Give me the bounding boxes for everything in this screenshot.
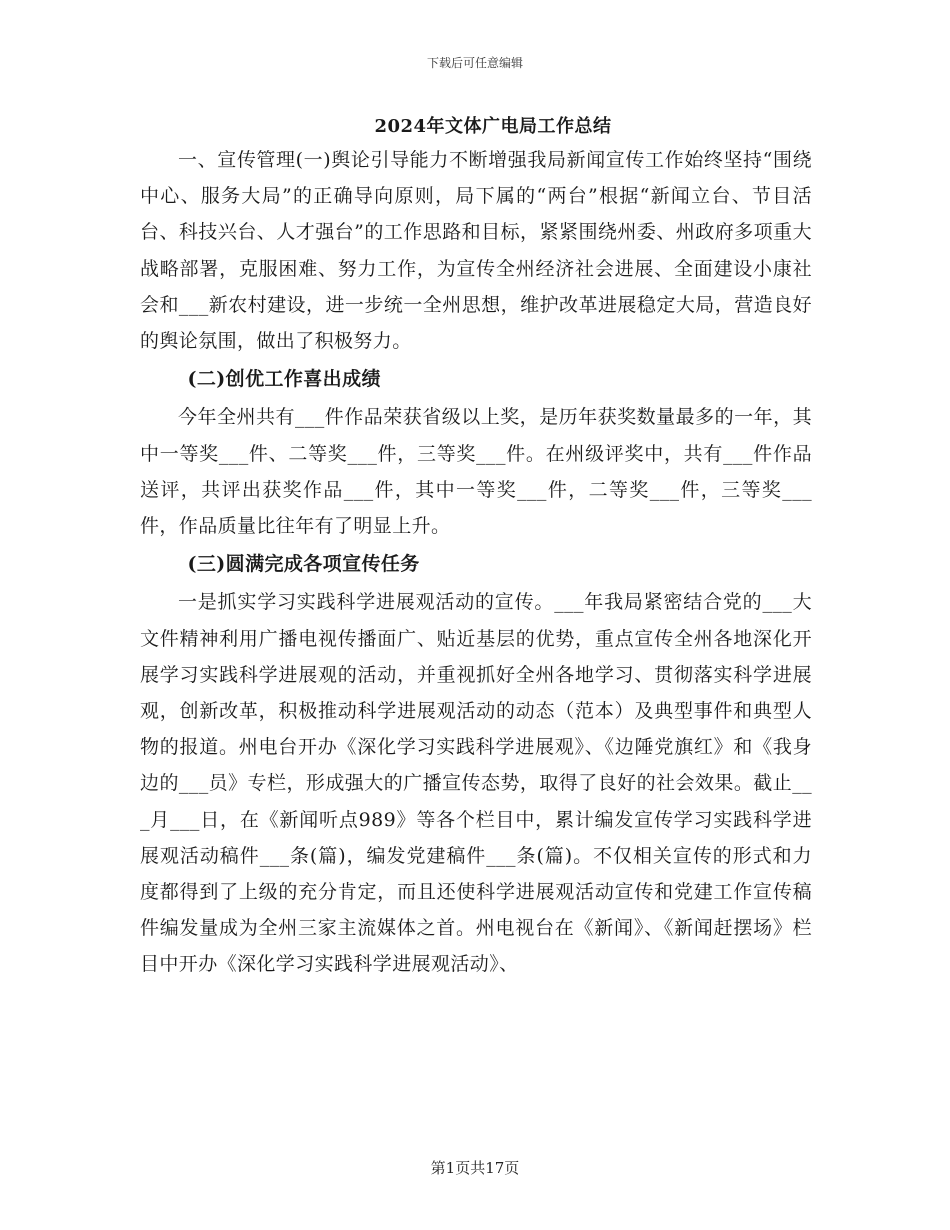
page-header-note: 下载后可任意编辑 [426, 56, 523, 70]
document-title: 2024年文体广电局工作总结 [374, 116, 612, 137]
paragraph-publicity-management: 一、宣传管理(一)舆论引导能力不断增强我局新闻宣传工作始终坚持“围绕中心、服务大局”的正确导向原则，局下属的“两台”根据“新闻立台、节目活台、科技兴台、人才强台”的工作思路和目标，紧紧围绕州委、州政府多项重大战略部署，克服困难、努力工作，为宣传全州经济社会进展、全面建设小康社会和___新农村建设，进一步统一全州思想，维护改革进展稳定大局，营造良好的舆论氛围，做出了积极努力。 [140, 149, 812, 353]
paragraph-awards: 今年全州共有___件作品荣获省级以上奖，是历年获奖数量最多的一年，其中一等奖___件、二等奖___件，三等奖___件。在州级评奖中，共有___件作品送评，共评出获奖作品___件，其中一等奖___件，二等奖___件，三等奖___件，作品质量比往年有了明显上升。 [140, 406, 812, 538]
document-body [140, 112, 812, 983]
paragraph-tasks: 一是抓实学习实践科学进展观活动的宣传。___年我局紧密结合党的___大文件精神利用广播电视传播面广、贴近基层的优势，重点宣传全州各地深化开展学习实践科学进展观的活动，并重视抓好全州各地学习、贯彻落实科学进展观，创新改革，积极推动科学进展观活动的动态（范本）及典型事件和典型人物的报道。州电台开办《深化学习实践科学进展观》、《边陲党旗红》和《我身边的___员》专栏，形成强大的广播宣传态势，取得了良好的社会效果。截止___月___日，在《新闻听点989》等各个栏目中，累计编发宣传学习实践科学进展观活动稿件___条(篇)，编发党建稿件___条(篇)。不仅相关宣传的形式和力度都得到了上级的充分肯定，而且还使科学进展观活动宣传和党建工作宣传稿件编发量成为全州三家主流媒体之首。州电视台在《新闻》、《新闻赶摆场》栏目中开办《深化学习实践科学进展观活动》、 [140, 591, 812, 976]
section-heading-tasks: (三)圆满完成各项宣传任务 [187, 553, 420, 576]
page-number-footer: 第1页共17页 [430, 1159, 520, 1177]
section-heading-awards: (二)创优工作喜出成绩 [187, 368, 381, 391]
